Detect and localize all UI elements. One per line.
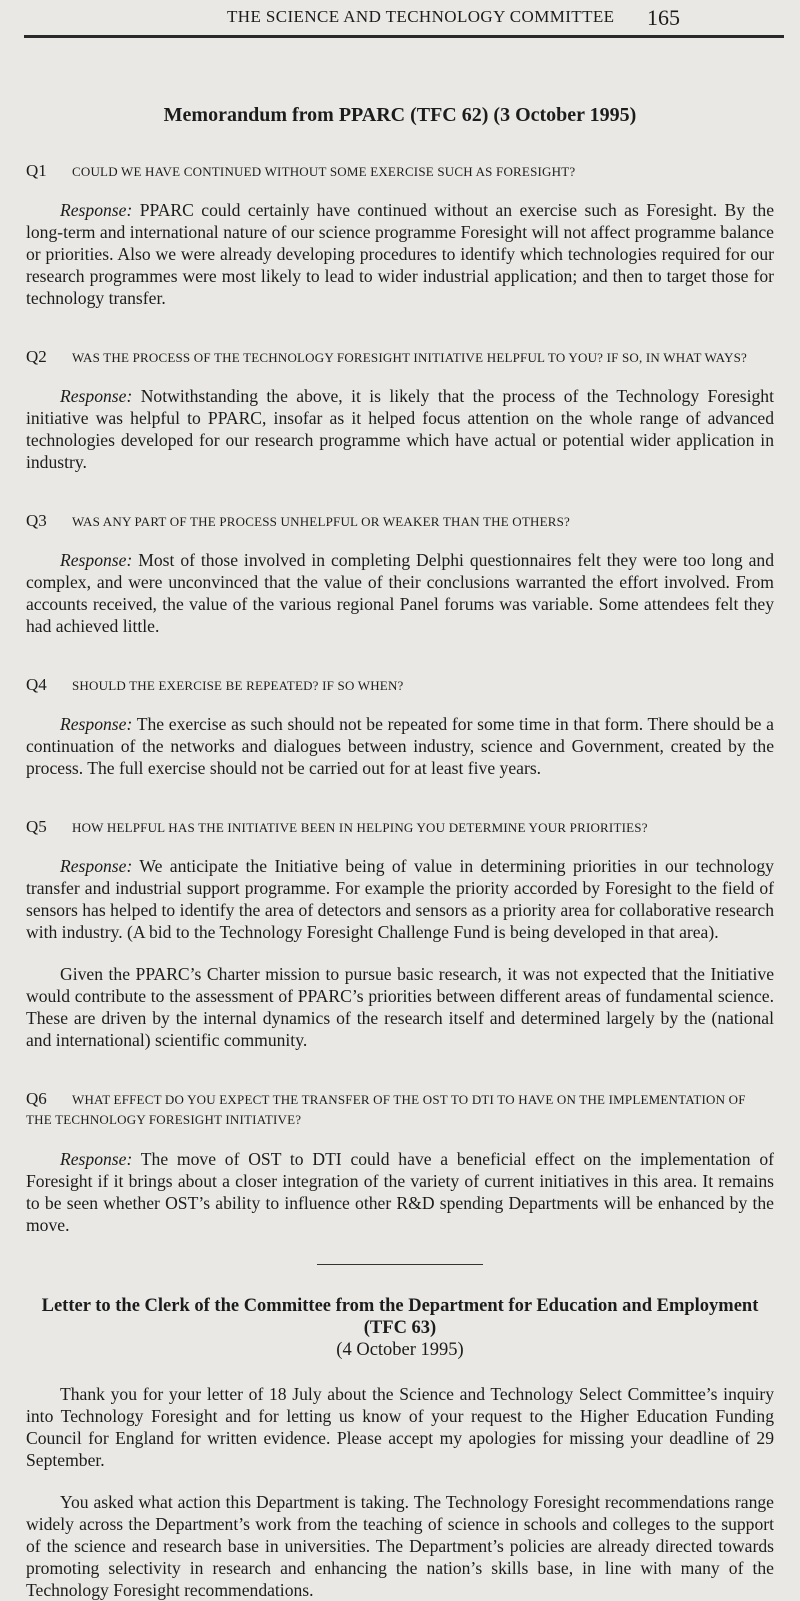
qa-block-q5 (26, 817, 774, 1051)
response-label: Response: (60, 200, 133, 220)
question-number: Q1 (26, 161, 47, 180)
question (26, 161, 774, 181)
response-paragraph: Given the PPARC’s Charter mission to pursue basic research, it was not expected that the Initiative would contribute to the assessment of PPARC’s priorities between different areas of fundamental science. These are driven by the internal dynamics of the research itself and determined largely by the (national and international) scientific community. (26, 964, 774, 1050)
response-paragraph (26, 713, 774, 779)
qa-block-q6 (26, 1089, 774, 1236)
qa-block-q4 (26, 675, 774, 779)
qa-block-q3 (26, 511, 774, 637)
letter-title (26, 1295, 774, 1361)
response-text: PPARC could certainly have continued without an exercise such as Foresight. By the long-term and international nature of our science programme Foresight will not affect programme balance or priorities. Also we were already developing procedures to identify which technologies required for our research programmes were most likely to lead to wider industrial application; and then to target those for technology transfer. (26, 200, 775, 308)
running-header (0, 6, 800, 34)
qa-block-q2 (26, 347, 774, 473)
letter-section (26, 1295, 774, 1601)
response-label: Response: (60, 550, 133, 570)
response-text: The move of OST to DTI could have a beneficial effect on the implementation of Foresight if it brings about a closer integration of the variety of current initiatives in this area. It remains to be seen whether OST’s ability to influence other R&D spending Departments will be enhanced by the move. (26, 1149, 774, 1235)
section-divider (317, 1264, 483, 1265)
response-label: Response: (60, 386, 133, 406)
response-label: Response: (60, 856, 133, 876)
qa-block-q1 (26, 161, 774, 309)
letter-paragraph: Thank you for your letter of 18 July about the Science and Technology Select Committee’s inquiry into Technology Foresight and for letting us know of your request to the Higher Education Funding Council for England for written evidence. Please accept my apologies for missing your deadline of 29 September. (26, 1384, 774, 1470)
question-text: WAS ANY PART OF THE PROCESS UNHELPFUL OR WEAKER THAN THE OTHERS? (72, 514, 571, 529)
response-paragraph (26, 385, 774, 473)
page-content (26, 104, 774, 1601)
question-number: Q2 (26, 347, 47, 366)
response-label: Response: (60, 714, 133, 734)
question-number: Q3 (26, 511, 47, 530)
page-number: 165 (647, 5, 680, 30)
letter-title-text: Letter to the Clerk of the Committee from the Department for Education and Employment (TFC 63) (41, 1296, 759, 1338)
letter-date: (4 October 1995) (336, 1340, 464, 1360)
question-text: WAS THE PROCESS OF THE TECHNOLOGY FORESIGHT INITIATIVE HELPFUL TO YOU? IF SO, IN WHAT WAYS? (72, 350, 747, 365)
response-text: We anticipate the Initiative being of value in determining priorities in our technology transfer and industrial support programme. For example the priority accorded by Foresight to the field of sensors has helped to identify the area of detectors and sensors as a priority area for collaborative research with industry. (A bid to the Technology Foresight Challenge Fund is being developed in that area). (26, 856, 774, 942)
question (26, 817, 774, 837)
question-text: HOW HELPFUL HAS THE INITIATIVE BEEN IN HELPING YOU DETERMINE YOUR PRIORITIES? (72, 820, 648, 835)
letter-paragraph: You asked what action this Department is taking. The Technology Foresight recommendations range widely across the Department’s work from the teaching of science in schools and colleges to the support of the science and research base in universities. The Department’s policies are already directed towards promoting selectivity in research and enhancing the nation’s skills base, in line with many of the Technology Foresight recommendations. (26, 1492, 774, 1600)
question (26, 675, 774, 695)
question-text: COULD WE HAVE CONTINUED WITHOUT SOME EXERCISE SUCH AS FORESIGHT? (72, 164, 576, 179)
question-text: SHOULD THE EXERCISE BE REPEATED? IF SO WHEN? (72, 678, 404, 693)
question-number: Q5 (26, 817, 47, 836)
response-paragraph (26, 1148, 774, 1236)
response-paragraph (26, 549, 774, 637)
header-rule (24, 35, 784, 38)
question (26, 511, 774, 531)
question-number: Q6 (26, 1089, 47, 1108)
question (26, 1089, 774, 1130)
response-text: Most of those involved in completing Delphi questionnaires felt they were too long and complex, and were unconvinced that the value of their conclusions warranted the effort involved. From accounts received, the value of the various regional Panel forums was variable. Some attendees felt they had achieved little. (26, 550, 775, 636)
question (26, 347, 774, 367)
response-text: Notwithstanding the above, it is likely that the process of the Technology Foresight initiative was helpful to PPARC, insofar as it helped focus attention on the whole range of advanced technologies developed for our research programme which have actual or potential wider application in industry. (26, 386, 774, 472)
response-paragraph (26, 199, 774, 309)
question-number: Q4 (26, 675, 47, 694)
memorandum-title: Memorandum from PPARC (TFC 62) (3 October 1995) (163, 104, 637, 126)
running-title: THE SCIENCE AND TECHNOLOGY COMMITTEE (227, 7, 615, 26)
response-label: Response: (60, 1149, 133, 1169)
question-text: WHAT EFFECT DO YOU EXPECT THE TRANSFER OF THE OST TO DTI TO HAVE ON THE IMPLEMENTATION OF THE TECHNOLOGY FORESIGHT INITIATIVE? (26, 1092, 746, 1127)
response-text: The exercise as such should not be repeated for some time in that form. There should be a continuation of the networks and dialogues between industry, science and Government, created by the process. The full exercise should not be carried out for at least five years. (26, 714, 774, 778)
response-paragraph (26, 855, 774, 943)
